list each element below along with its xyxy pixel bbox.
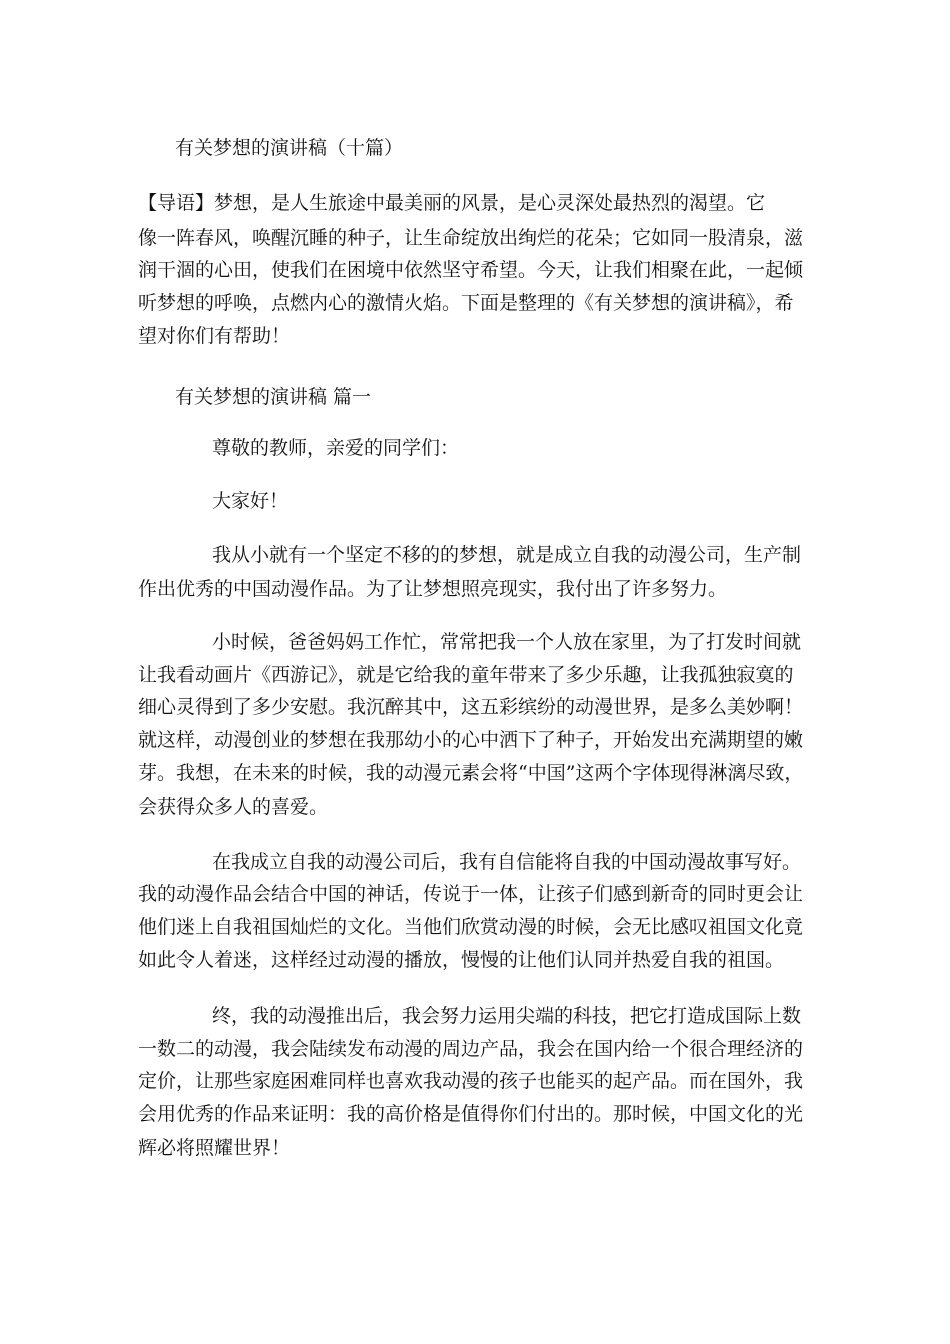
paragraph-line: 他们迷上自我祖国灿烂的文化。当他们欣赏动漫的时候，会无比感叹祖国文化竟 — [138, 916, 804, 938]
paragraph-line: 会用优秀的作品来证明：我的高价格是值得你们付出的。那时候，中国文化的光 — [138, 1103, 804, 1125]
paragraph-line: 定价，让那些家庭困难同样也喜欢我动漫的孩子也能买的起产品。而在国外，我 — [138, 1070, 804, 1092]
paragraph-line: 作出优秀的中国动漫作品。为了让梦想照亮现实，我付出了许多努力。 — [138, 578, 728, 600]
paragraph-line: 小时候，爸爸妈妈工作忙，常常把我一个人放在家里，为了打发时间就 — [212, 631, 802, 653]
salutation: 尊敬的教师，亲爱的同学们： — [212, 437, 460, 459]
paragraph-line: 会获得众多人的喜爱。 — [138, 796, 329, 818]
paragraph-line: 我的动漫作品会结合中国的神话，传说于一体，让孩子们感到新奇的同时更会让 — [138, 883, 804, 905]
intro-line: 望对你们有帮助！ — [138, 325, 291, 347]
paragraph-line: 芽。我想，在未来的时候，我的动漫元素会将“中国”这两个字体现得淋漓尽致， — [138, 762, 804, 784]
paragraph-line: 辉必将照耀世界！ — [138, 1137, 291, 1159]
paragraph-line: 让我看动画片《西游记》，就是它给我的童年带来了多少乐趣，让我孤独寂寞的 — [138, 664, 794, 686]
paragraph-line: 在我成立自我的动漫公司后，我有自信能将自我的中国动漫故事写好。 — [212, 851, 802, 873]
paragraph-line: 就这样，动漫创业的梦想在我那幼小的心中洒下了种子，开始发出充满期望的嫩 — [138, 729, 804, 751]
paragraph-line: 细心灵得到了多少安慰。我沉醉其中，这五彩缤纷的动漫世界，是多么美妙啊！ — [138, 696, 804, 718]
intro-line: 【导语】梦想，是人生旅途中最美丽的风景，是心灵深处最热烈的渴望。它 — [138, 192, 766, 214]
intro-line: 听梦想的呼唤，点燃内心的激情火焰。下面是整理的《有关梦想的演讲稿》，希 — [138, 292, 794, 314]
section-title: 有关梦想的演讲稿 篇一 — [175, 386, 372, 408]
paragraph-line: 一数二的动漫，我会陆续发布动漫的周边产品，我会在国内给一个很合理经济的 — [138, 1038, 804, 1060]
intro-line: 像一阵春风，唤醒沉睡的种子，让生命绽放出绚烂的花朵；它如同一股清泉，滋 — [138, 227, 804, 249]
paragraph-line: 我从小就有一个坚定不移的的梦想，就是成立自我的动漫公司，生产制 — [212, 544, 802, 566]
paragraph-line: 如此令人着迷，这样经过动漫的播放，慢慢的让他们认同并热爱自我的祖国。 — [138, 949, 785, 971]
greeting: 大家好！ — [212, 490, 289, 512]
paragraph-line: 终，我的动漫推出后，我会努力运用尖端的科技，把它打造成国际上数 — [212, 1005, 802, 1027]
document-title: 有关梦想的演讲稿（十篇） — [175, 137, 404, 159]
intro-line: 润干涸的心田，使我们在困境中依然坚守希望。今天，让我们相聚在此，一起倾 — [138, 259, 804, 281]
